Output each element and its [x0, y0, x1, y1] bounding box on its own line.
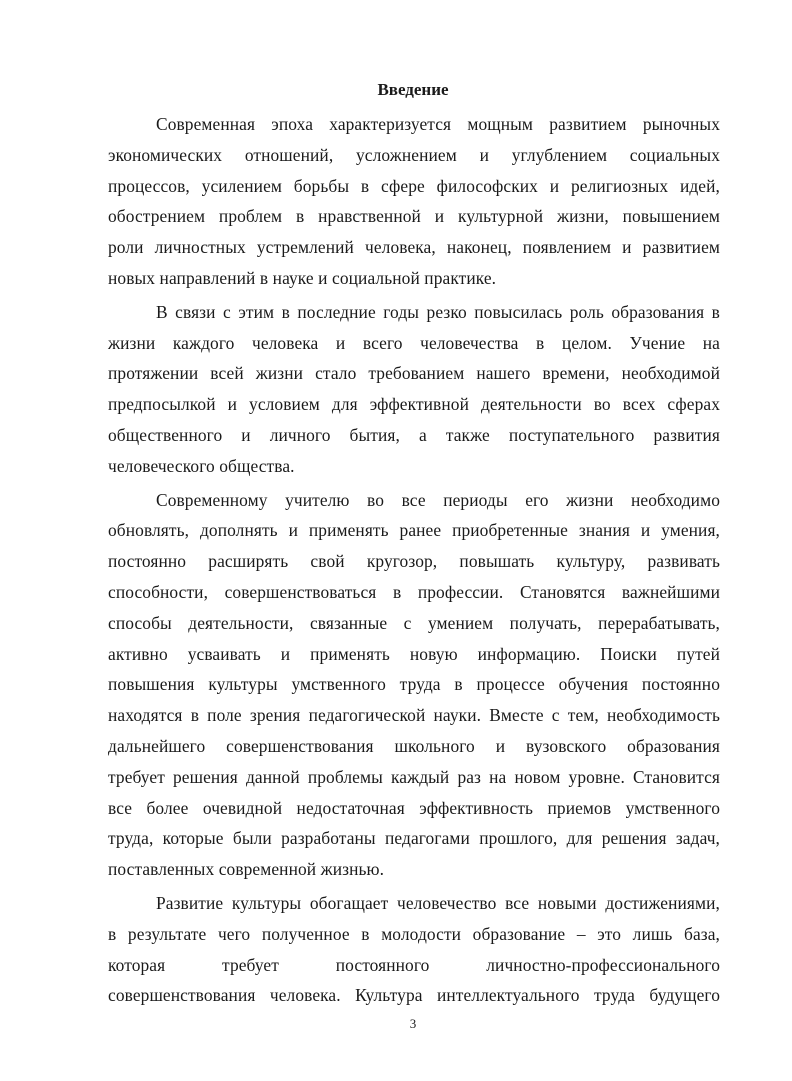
text-line: новых направлений в науке и социальной практике. — [108, 267, 497, 288]
text-line: протяжении всей жизни стало требованием нашего времени, необходимой — [108, 363, 720, 384]
text-line: предпосылкой и условием для эффективной деятельности во всех сферах — [108, 394, 720, 415]
text-line: поставленных современной жизнью. — [108, 859, 385, 880]
text-line: В связи с этим в последние годы резко повысилась роль образования в — [156, 301, 720, 322]
text-line: способности, совершенствоваться в профессии. Становятся важнейшими — [108, 581, 720, 602]
page-title: Введение — [377, 80, 449, 99]
paragraph — [108, 109, 720, 294]
page-number: 3 — [409, 1016, 417, 1031]
text-line: которая требует постоянного личностно-профессионального — [108, 954, 720, 975]
text-line: жизни каждого человека и всего человечества в целом. Учение на — [108, 332, 720, 353]
text-line: Современному учителю во все периоды его жизни необходимо — [156, 489, 720, 510]
text-line: дальнейшего совершенствования школьного и вузовского образования — [108, 735, 720, 756]
text-line: находятся в поле зрения педагогической науки. Вместе с тем, необходимость — [108, 705, 720, 726]
text-line: труда, которые были разработаны педагогами прошлого, для решения задач, — [108, 828, 720, 849]
text-line: активно усваивать и применять новую информацию. Поиски путей — [108, 643, 720, 664]
text-line: обновлять, дополнять и применять ранее приобретенные знания и умения, — [108, 520, 720, 541]
text-line: человеческого общества. — [108, 455, 295, 476]
text-line: все более очевидной недостаточная эффективность приемов умственного — [108, 797, 720, 818]
text-line: способы деятельности, связанные с умением получать, перерабатывать, — [108, 612, 720, 633]
text-line: постоянно расширять свой кругозор, повышать культуру, развивать — [108, 551, 720, 572]
text-line: требует решения данной проблемы каждый раз на новом уровне. Становится — [108, 766, 720, 787]
paragraph — [108, 888, 720, 1011]
paragraph — [108, 485, 720, 885]
text-line: повышения культуры умственного труда в процессе обучения постоянно — [108, 674, 720, 695]
text-line: роли личностных устремлений человека, наконец, появлением и развитием — [108, 237, 720, 258]
text-line: общественного и личного бытия, а также поступательного развития — [108, 424, 720, 445]
text-line: совершенствования человека. Культура интеллектуального труда будущего — [108, 985, 720, 1006]
text-line: обострением проблем в нравственной и культурной жизни, повышением — [108, 206, 720, 227]
text-line: в результате чего полученное в молодости образование – это лишь база, — [108, 923, 720, 944]
text-line: экономических отношений, усложнением и углублением социальных — [108, 144, 720, 165]
paragraph — [108, 297, 720, 482]
text-line: Развитие культуры обогащает человечество все новыми достижениями, — [156, 892, 720, 913]
text-line: Современная эпоха характеризуется мощным развитием рыночных — [156, 114, 720, 134]
text-line: процессов, усилением борьбы в сфере философских и религиозных идей, — [108, 175, 720, 196]
body-text — [108, 109, 720, 1011]
